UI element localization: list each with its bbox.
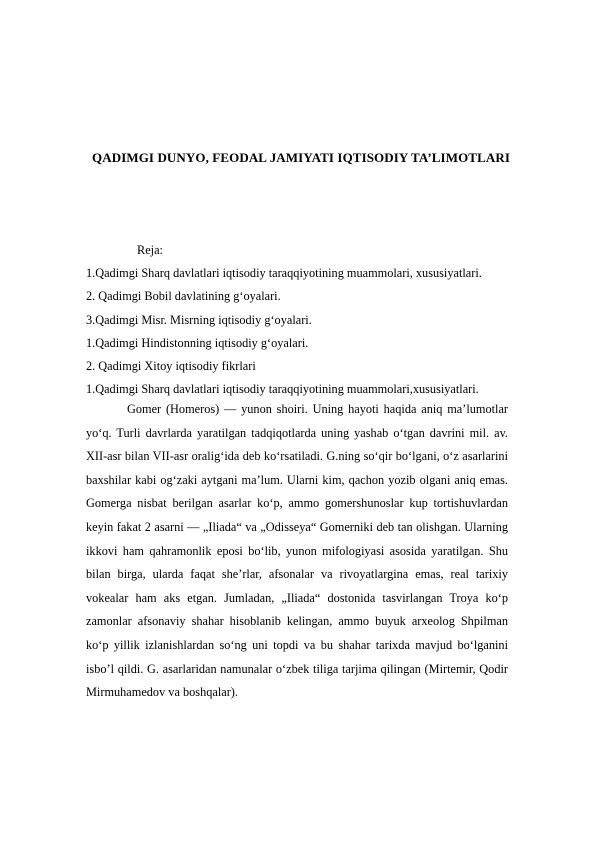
plan-item: 1.Qadimgi Sharq davlatlari iqtisodiy taraqqiyotining muammolari,xususiyatlari. <box>86 382 479 397</box>
plan-item: 3.Qadimgi Misr. Misrning iqtisodiy g‘oyalari. <box>86 312 312 327</box>
plan-item: 2. Qadimgi Xitoy iqtisodiy fikrlari <box>86 359 256 374</box>
plan-item: 1.Qadimgi Hindistonning iqtisodiy g‘oyalari. <box>86 335 309 350</box>
plan-heading: Reja: <box>137 243 163 257</box>
plan-item: 1.Qadimgi Sharq davlatlari iqtisodiy taraqqiyotining muammolari, xususiyatlari. <box>86 266 482 281</box>
page-title: QADIMGI DUNYO, FEODAL JAMIYATI IQTISODIY TA’LIMOTLARI <box>92 150 510 165</box>
plan-item: 2. Qadimgi Bobil davlatining g‘oyalari. <box>86 289 281 304</box>
plan-section <box>86 239 556 401</box>
body-paragraph: Gomer (Homeros) — yunon shoiri. Uning hayoti haqida aniq ma’lumotlar yo‘q. Turli davrlarda yaratilgan tadqiqotlarda uning yashab o‘tgan davrini mil. av. XII-asr bilan VII-asr oralig‘ida deb ko‘rsatiladi. G.ning so‘qir bo‘lgani, o‘z asarlarini baxshilar kabi og‘zaki aytgani ma’lum. Ularni kim, qachon yozib olgani aniq emas. Gomerga nisbat berilgan asarlar ko‘p, ammo gomershunoslar kup tortishuvlardan keyin fakat 2 asarni — „Iliada“ va „Odisseya“ Gomerniki deb tan olishgan. Ularning ikkovi ham qahramonlik eposi bo‘lib, yunon mifologiyasi asosida yaratilgan. Shu bilan birga, ularda faqat she’rlar, afsonalar va rivoyatlargina emas, real tarixiy vokealar ham aks etgan. Jumladan, „Iliada“ dostonida tasvirlangan Troya ko‘p zamonlar afsonaviy shahar hisoblanib kelingan, ammo buyuk arxeolog Shpilman ko‘p yillik izlanishlardan so‘ng uni topdi va bu shahar tarixda mavjud bo‘lganini isbo’l qildi. G. asarlaridan namunalar o‘zbek tiliga tarjima qilingan (Mirtemir, Qodir Mirmuhamedov va boshqalar). <box>86 402 508 700</box>
